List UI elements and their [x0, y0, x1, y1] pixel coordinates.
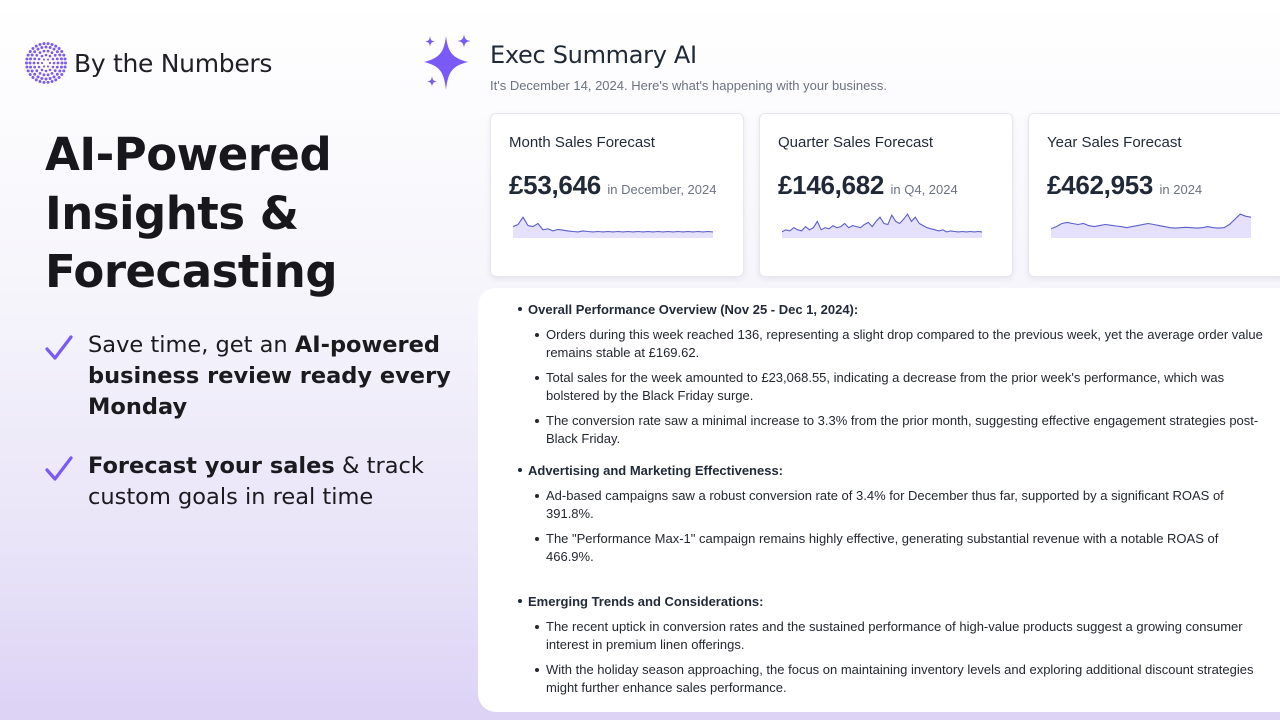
logo-dot [35, 54, 38, 57]
card-title: Month Sales Forecast [509, 134, 655, 151]
logo-dot [31, 76, 34, 79]
section-heading: Overall Performance Overview (Nov 25 - Dec 1, 2024): [478, 301, 1278, 318]
summary-section [478, 462, 1278, 565]
list-item: The "Performance Max-1" campaign remains highly effective, generating substantial revenue with a notable ROAS of 466.9%. [478, 530, 1278, 565]
logo-dot [41, 69, 44, 72]
card-value-row [1047, 170, 1202, 201]
logo-dot [42, 42, 45, 45]
logo-dot [56, 73, 59, 76]
feature-text-plain: Save time, get an [88, 332, 295, 358]
logo-dot [49, 77, 52, 80]
logo-dot [49, 46, 52, 49]
logo-dot [25, 62, 28, 65]
forecast-card-quarter[interactable] [759, 113, 1013, 277]
logo-dot [33, 58, 36, 61]
sparkline-area [513, 217, 713, 238]
logo-dot [25, 66, 28, 69]
list-item: With the holiday season approaching, the focus on maintaining inventory levels and exploring additional discount strategies might further enhance sales performance. [478, 661, 1278, 696]
logo-dot [54, 69, 57, 72]
logo-dot [54, 45, 57, 48]
forecast-card-month[interactable] [490, 113, 744, 277]
bullet-list [478, 326, 1278, 447]
logo-dot [35, 69, 38, 72]
logo-dot [38, 58, 41, 61]
logo-dot [37, 48, 40, 51]
logo-dot [45, 70, 48, 73]
sparkline [782, 210, 982, 238]
feature-item [44, 451, 454, 513]
card-value-row [509, 170, 716, 201]
logo-dot [49, 62, 51, 64]
sparkline [1051, 210, 1251, 238]
logo-dot [43, 50, 46, 53]
logo-dot [64, 62, 67, 65]
section-heading: Advertising and Marketing Effectiveness: [478, 462, 1278, 479]
logo-dot [60, 50, 63, 53]
logo-dot [35, 78, 38, 81]
card-title: Year Sales Forecast [1047, 134, 1182, 151]
logo-dot [45, 78, 48, 81]
logo-dot [58, 47, 61, 50]
logo-dot [58, 76, 61, 79]
logo-dot [49, 55, 52, 58]
logo-dot [39, 51, 42, 54]
feature-item [44, 330, 454, 423]
logo-dot [38, 80, 41, 83]
logo-dot [54, 78, 57, 81]
logo-dot [60, 73, 63, 76]
logo-dot [61, 62, 64, 65]
logo-dot [62, 54, 65, 57]
list-item: The conversion rate saw a minimal increase to 3.3% from the prior month, suggesting effective engagement strategies post-Black Friday. [478, 412, 1278, 447]
logo-dot [52, 58, 55, 61]
logo-dot [40, 77, 43, 80]
summary-panel[interactable] [478, 288, 1280, 712]
logo-dot [60, 66, 63, 69]
logo-dot [25, 57, 28, 60]
summary-section [478, 301, 1278, 447]
feature-text [88, 451, 454, 513]
app-title: Exec Summary AI [490, 41, 697, 69]
logo-dot [31, 47, 34, 50]
logo-dot [53, 75, 56, 78]
logo-dot [47, 65, 49, 67]
logo-dot [39, 72, 42, 75]
logo-dot [49, 69, 52, 72]
logo-dot [58, 70, 61, 73]
section-heading: Emerging Trends and Considerations: [478, 593, 1278, 610]
logo-dot [40, 46, 43, 49]
logo-dot [51, 51, 54, 54]
logo-dot [29, 50, 32, 53]
logo-dot [45, 46, 48, 49]
logo-dot [29, 73, 32, 76]
logo-dot [47, 81, 50, 84]
logo-dot [27, 54, 30, 57]
logo-dot [54, 54, 57, 57]
logo-dot [57, 62, 60, 65]
card-value: £146,682 [778, 170, 885, 200]
logo-dot [58, 54, 61, 57]
logo-dot [51, 72, 54, 75]
dotted-circle-logo-icon [24, 40, 68, 86]
logo-dot [47, 73, 50, 76]
logo-dot [31, 54, 34, 57]
logo-dot [56, 50, 59, 53]
logo-dot [62, 69, 65, 72]
logo-dot [42, 81, 45, 84]
logo-dot [43, 73, 46, 76]
logo-dot [52, 66, 55, 69]
list-item: Orders during this week reached 136, representing a slight drop compared to the previous week, yet the average order value remains stable at £169.62. [478, 326, 1278, 361]
logo-dot [53, 48, 56, 51]
brand-name: By the Numbers [74, 48, 273, 78]
logo-dot [33, 62, 36, 65]
logo-dot [33, 73, 36, 76]
card-period: in 2024 [1159, 182, 1203, 197]
logo-dot [47, 58, 49, 60]
check-icon [44, 455, 74, 483]
logo-dot [35, 45, 38, 48]
logo-dot [33, 50, 36, 53]
app-subtitle: It's December 14, 2024. Here's what's happening with your business. [490, 78, 887, 93]
sparkline-line [513, 217, 713, 232]
brand [24, 40, 272, 86]
logo-dot [38, 66, 41, 69]
logo-dot [41, 62, 43, 64]
forecast-card-year[interactable] [1028, 113, 1280, 277]
list-item: The recent uptick in conversion rates and the sustained performance of high-value products suggest a growing consumer interest in premium linen offerings. [478, 618, 1278, 653]
hero-line-3: Forecasting [45, 245, 338, 298]
logo-dot [33, 66, 36, 69]
check-icon [44, 334, 74, 362]
sparkle-icon [412, 30, 478, 96]
feature-text-bold: AI-powered business review ready every Monday [88, 332, 451, 420]
hero-heading [45, 126, 465, 302]
logo-dot [41, 55, 44, 58]
logo-dot [56, 66, 59, 69]
logo-dot [47, 50, 50, 53]
logo-dot [27, 69, 30, 72]
card-value-row [778, 170, 958, 201]
summary-section [478, 593, 1278, 696]
logo-dot [37, 62, 40, 65]
logo-dot [29, 57, 32, 60]
logo-dot [60, 57, 63, 60]
logo-dot [64, 66, 67, 69]
logo-dot [56, 58, 59, 61]
feature-text-bold: Forecast your sales [88, 453, 335, 479]
card-value: £462,953 [1047, 170, 1154, 200]
sparkline [513, 210, 713, 238]
logo-dot [31, 70, 34, 73]
hero-line-1: AI-Powered [45, 128, 332, 181]
card-title: Quarter Sales Forecast [778, 134, 934, 151]
bullet-list [478, 487, 1278, 565]
list-item: Ad-based campaigns saw a robust conversion rate of 3.4% for December thus far, supported by a significant ROAS of 391.8%. [478, 487, 1278, 522]
feature-text [88, 330, 454, 423]
hero-line-2: Insights & [45, 186, 299, 240]
logo-dot [51, 80, 54, 83]
logo-dot [43, 65, 45, 67]
logo-dot [37, 75, 40, 78]
sparkline-area [1051, 214, 1251, 238]
card-period: in December, 2024 [607, 182, 717, 197]
feature-text-plain: & track custom goals in real time [88, 453, 424, 510]
logo-dot [53, 62, 56, 65]
logo-dot [29, 62, 32, 65]
sparkline-area [782, 214, 982, 238]
list-item: Total sales for the week amounted to £23,068.55, indicating a decrease from the prior week's performance, which was bolstered by the Black Friday surge. [478, 369, 1278, 404]
card-period: in Q4, 2024 [890, 182, 958, 197]
marketing-panel [0, 0, 470, 720]
logo-dot [38, 43, 41, 46]
logo-dot [29, 66, 32, 69]
card-value: £53,646 [509, 170, 601, 200]
logo-dot [45, 54, 48, 57]
bullet-list [478, 618, 1278, 696]
logo-dot [51, 43, 54, 46]
logo-dot [64, 57, 67, 60]
logo-dot [43, 58, 45, 60]
logo-dot [47, 42, 50, 45]
